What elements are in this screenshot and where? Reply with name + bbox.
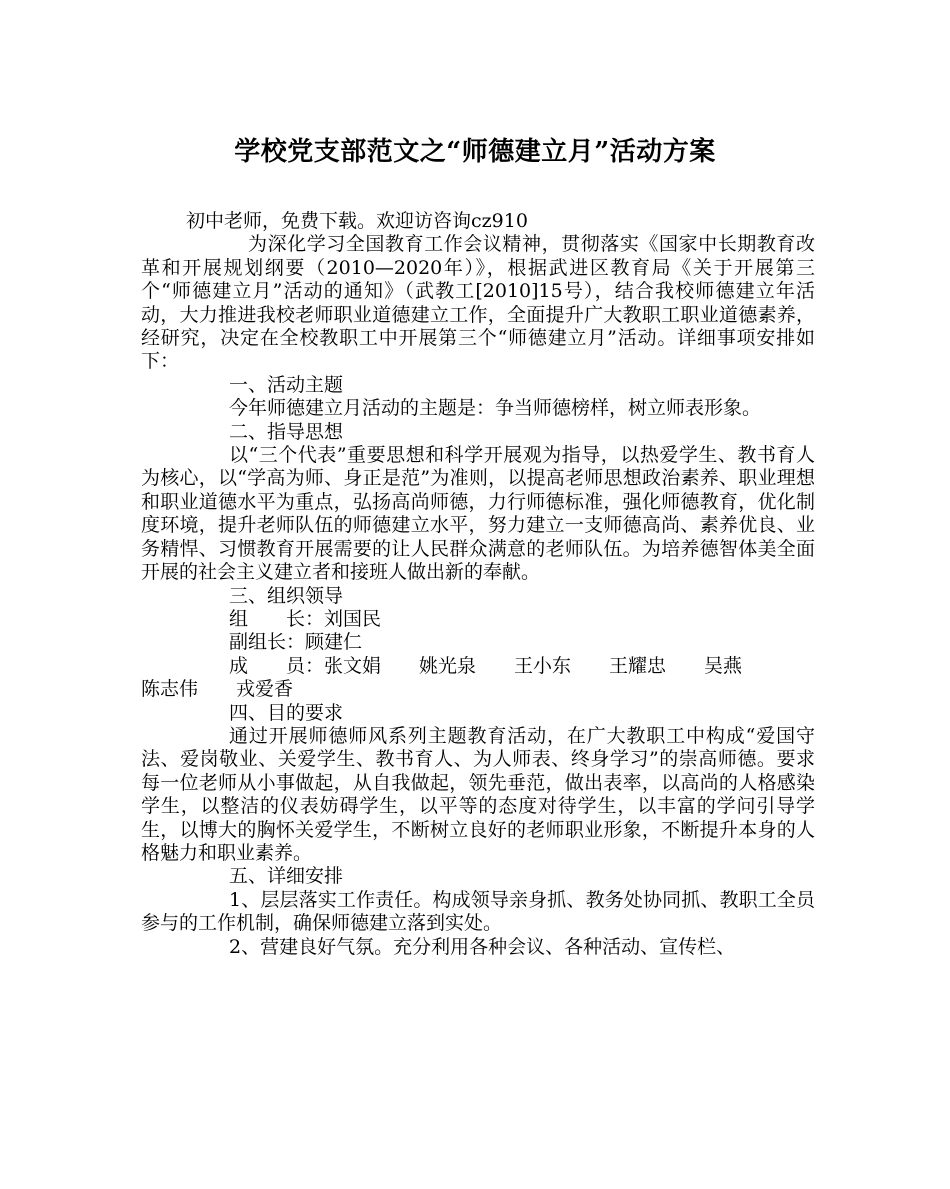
- section-heading-guide: 二、指导思想: [229, 420, 344, 443]
- intro-paragraph: 为深化学习全国教育工作会议精神，贯彻落实《国家中长期教育改革和开展规划纲要（2010—2020年）》，根据武进区教育局《关于开展第三个“师德建立月”活动的通知》（武教工[2010]15号），结合我校师德建立年活动，大力推进我校老师职业道德建立工作，全面提升广大教职工职业道德素养，经研究，决定在全校教职工中开展第三个“师德建立月”活动。详细事项安排如下：: [141, 233, 815, 373]
- document-body: [141, 210, 815, 959]
- section-heading-theme: 一、活动主题: [229, 373, 344, 396]
- section-heading-arrangement: 五、详细安排: [229, 865, 344, 888]
- document-title: 学校党支部范文之“师德建立月”活动方案: [234, 137, 716, 167]
- arrangement-item-1: 1、层层落实工作责任。构成领导亲身抓、教务处协同抓、教职工全员参与的工作机制，确保师德建立落到实处。: [141, 888, 815, 935]
- members-line: 成 员：张文娟 姚光泉 王小东 王耀忠 吴燕: [229, 654, 743, 677]
- members-line-continued: 陈志伟 戎爱香: [141, 678, 294, 701]
- requirements-paragraph: 通过开展师德师风系列主题教育活动，在广大教职工中构成“爱国守法、爱岗敬业、关爱学生、教书育人、为人师表、终身学习”的崇高师德。要求每一位老师从小事做起，从自我做起，领先垂范，做出表率，以高尚的人格感染学生，以整洁的仪表妨碍学生，以平等的态度对待学生，以丰富的学问引导学生，以博大的胸怀关爱学生，不断树立良好的老师职业形象，不断提升本身的人格魅力和职业素养。: [141, 724, 815, 864]
- section-heading-organization: 三、组织领导: [229, 584, 344, 607]
- download-note: 初中老师，免费下载。欢迎访咨询cz910: [186, 210, 528, 232]
- arrangement-item-2: 2、营建良好气氛。充分利用各种会议、各种活动、宣传栏、: [229, 935, 736, 958]
- guide-paragraph: 以“三个代表”重要思想和科学开展观为指导，以热爱学生、教书育人为核心，以“学高为师、身正是范”为准则，以提高老师思想政治素养、职业理想和职业道德水平为重点，弘扬高尚师德，力行师德标准，强化师德教育，优化制度环境，提升老师队伍的师德建立水平，努力建立一支师德高尚、素养优良、业务精悍、习惯教育开展需要的让人民群众满意的老师队伍。为培养德智体美全面开展的社会主义建立者和接班人做出新的奉献。: [141, 444, 815, 584]
- vice-leader-line: 副组长：顾建仁: [229, 631, 363, 654]
- leader-line: 组 长：刘国民: [229, 607, 382, 630]
- section-heading-requirements: 四、目的要求: [229, 701, 344, 724]
- theme-paragraph: 今年师德建立月活动的主题是：争当师德榜样，树立师表形象。: [229, 397, 762, 420]
